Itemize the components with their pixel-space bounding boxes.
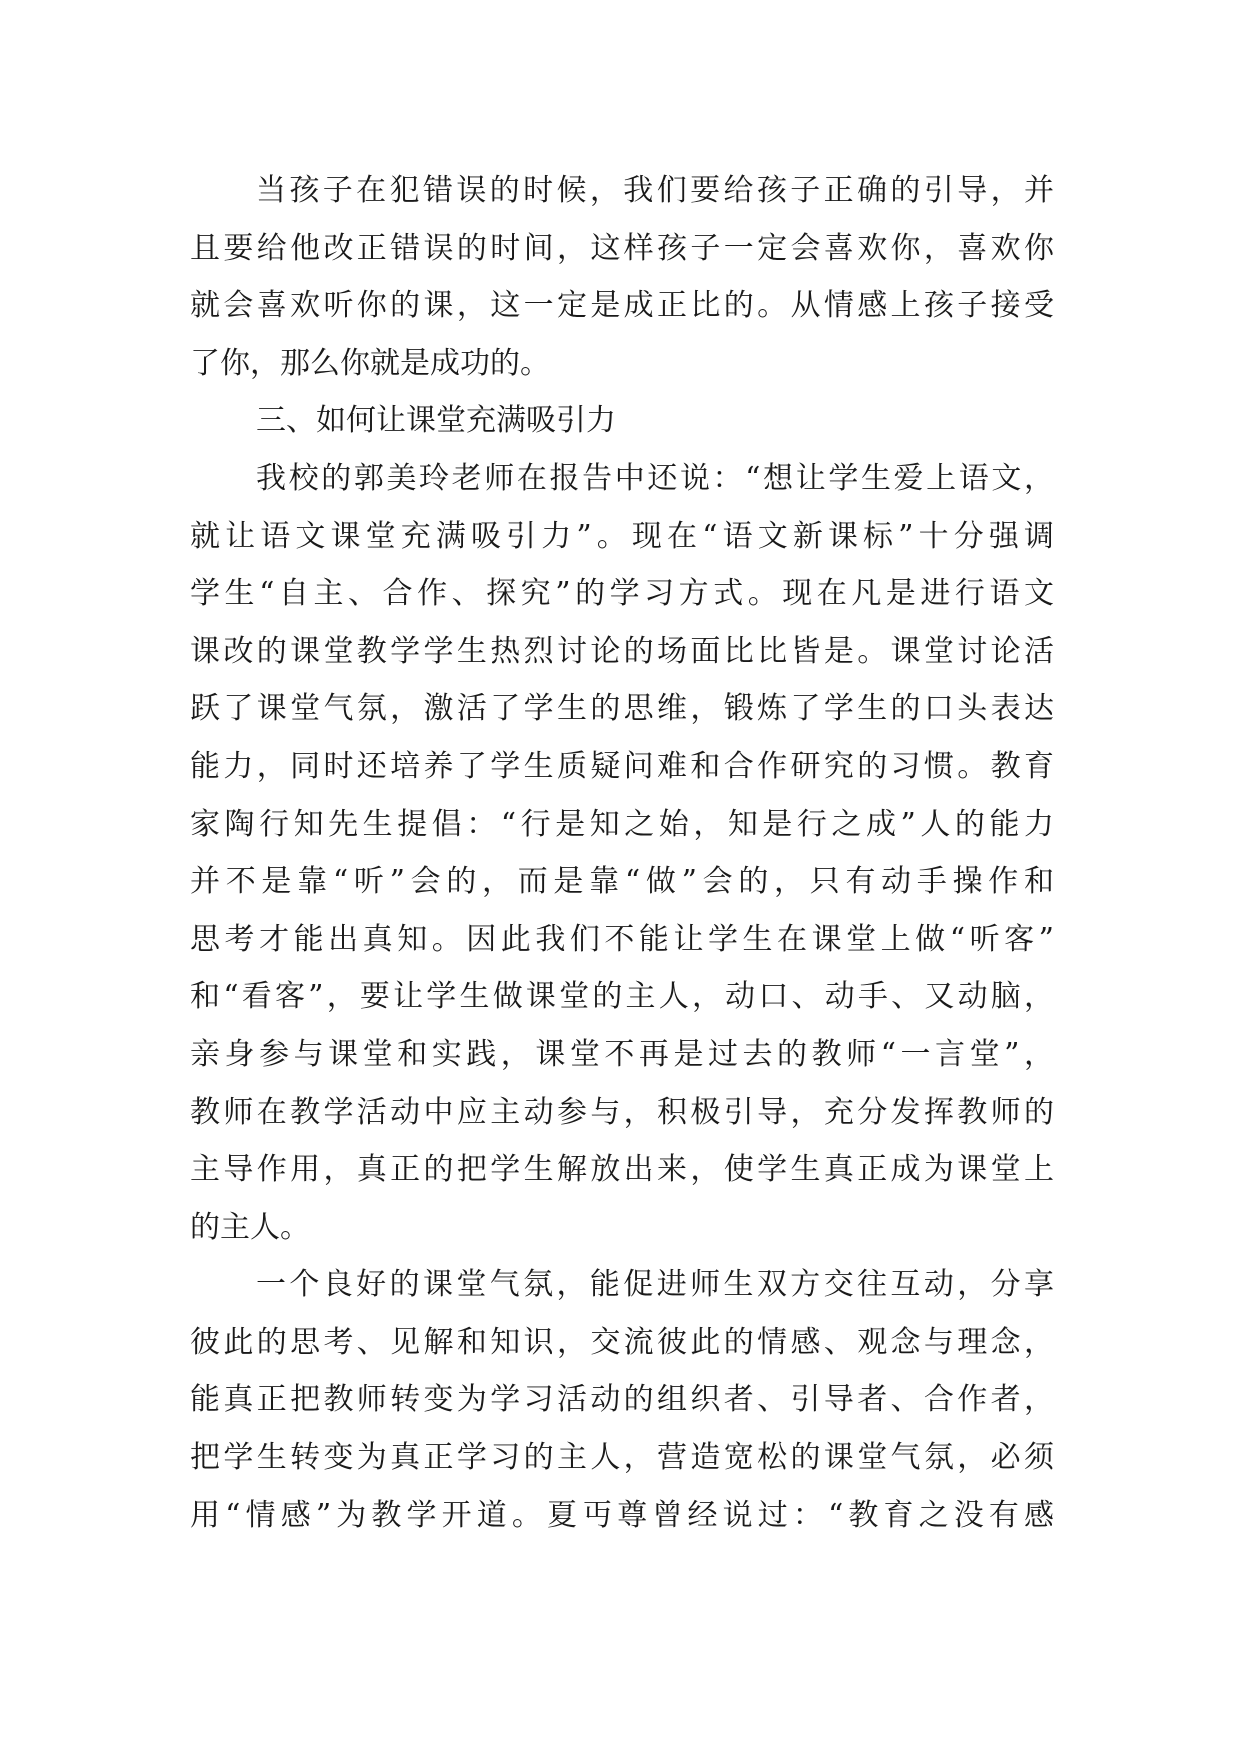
text-line: 能力，同时还培养了学生质疑问难和合作研究的习惯。教育 (190, 748, 1054, 784)
text-line: 就会喜欢听你的课，这一定是成正比的。从情感上孩子接受 (190, 288, 1054, 324)
text-line: 课改的课堂教学学生热烈讨论的场面比比皆是。课堂讨论活 (190, 633, 1054, 669)
text-line: 并不是靠“听”会的，而是靠“做”会的，只有动手操作和 (190, 864, 1054, 900)
body-text (190, 162, 1054, 1544)
text-line: 的主人。 (190, 1209, 310, 1245)
text-line: 一个良好的课堂气氛，能促进师生双方交往互动，分享 (256, 1267, 1054, 1303)
text-line: 当孩子在犯错误的时候，我们要给孩子正确的引导，并 (256, 173, 1054, 208)
section-heading: 三、如何让课堂充满吸引力 (256, 403, 616, 439)
text-line: 主导作用，真正的把学生解放出来，使学生真正成为课堂上 (190, 1152, 1054, 1188)
text-line: 思考才能出真知。因此我们不能让学生在课堂上做“听客” (190, 921, 1054, 957)
text-line: 我校的郭美玲老师在报告中还说：“想让学生爱上语文， (256, 460, 1054, 496)
text-line: 用“情感”为教学开道。夏丏尊曾经说过：“教育之没有感 (190, 1497, 1054, 1533)
text-line: 和“看客”，要让学生做课堂的主人，动口、动手、又动脑， (190, 979, 1054, 1015)
text-line: 彼此的思考、见解和知识，交流彼此的情感、观念与理念， (190, 1324, 1054, 1360)
text-line: 且要给他改正错误的时间，这样孩子一定会喜欢你，喜欢你 (190, 230, 1054, 266)
text-line: 能真正把教师转变为学习活动的组织者、引导者、合作者， (190, 1382, 1054, 1418)
text-line: 了你，那么你就是成功的。 (190, 345, 550, 381)
text-line: 教师在教学活动中应主动参与，积极引导，充分发挥教师的 (190, 1094, 1054, 1130)
text-line: 就让语文课堂充满吸引力”。现在“语文新课标”十分强调 (190, 518, 1054, 554)
text-line: 跃了课堂气氛，激活了学生的思维，锻炼了学生的口头表达 (190, 691, 1054, 727)
text-line: 把学生转变为真正学习的主人，营造宽松的课堂气氛，必须 (190, 1440, 1054, 1476)
text-line: 家陶行知先生提倡：“行是知之始，知是行之成”人的能力 (190, 806, 1054, 842)
text-line: 亲身参与课堂和实践，课堂不再是过去的教师“一言堂”， (190, 1036, 1054, 1072)
text-line: 学生“自主、合作、探究”的学习方式。现在凡是进行语文 (190, 576, 1054, 612)
